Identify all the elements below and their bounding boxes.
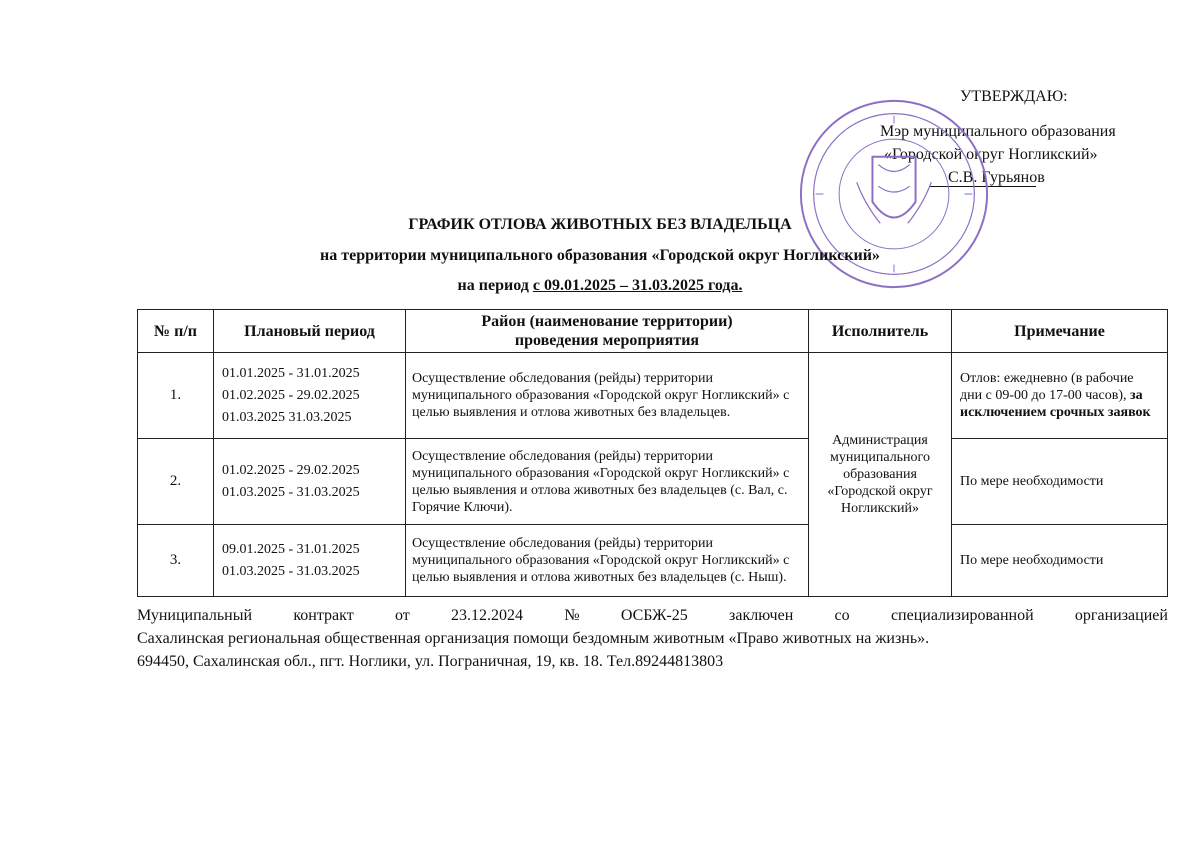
approval-position-line2: «Городской округ Ногликский»	[884, 146, 1098, 163]
row-district: Осуществление обследования (рейды) территории муниципального образования «Городской округ Ногликский» с целью выявления и отлова животных без владельцев.	[406, 353, 809, 439]
period-item: 01.02.2025 - 29.02.2025	[222, 462, 360, 478]
period-item: 01.03.2025 - 31.03.2025	[222, 563, 360, 579]
footer-word: заключен	[729, 607, 794, 624]
row-periods	[214, 353, 406, 439]
note-bold-text: за исключением срочных заявок	[960, 388, 1151, 420]
header-executor: Исполнитель	[809, 310, 952, 353]
executor-line: «Городской округ	[827, 484, 933, 499]
footer-line3: 694450, Сахалинская обл., пгт. Ноглики, ул. Пограничная, 19, кв. 18. Тел.89244813803	[137, 653, 724, 670]
table-row	[138, 353, 1168, 439]
note-text: По мере необходимости	[960, 553, 1104, 568]
header-district-line1: Район (наименование территории)	[481, 313, 733, 330]
schedule-table	[137, 309, 1168, 597]
row-district: Осуществление обследования (рейды) территории муниципального образования «Городской округ Ногликский» с целью выявления и отлова животных без владельцев (с. Ныш).	[406, 525, 809, 597]
note-text: По мере необходимости	[960, 474, 1104, 489]
period-item: 01.01.2025 - 31.01.2025	[222, 365, 360, 381]
period-item: 09.01.2025 - 31.01.2025	[222, 541, 360, 557]
row-periods	[214, 439, 406, 525]
executor-line: муниципального	[830, 450, 930, 465]
contract-footer	[137, 604, 1168, 673]
approval-signatory: С.В. Гурьянов	[948, 169, 1045, 186]
executor-cell	[809, 353, 952, 597]
approval-position-line1: Мэр муниципального образования	[880, 123, 1116, 140]
footer-word: со	[834, 607, 850, 624]
row-note	[952, 353, 1168, 439]
header-note: Примечание	[952, 310, 1168, 353]
table-row	[138, 439, 1168, 525]
table-header-row	[138, 310, 1168, 353]
row-note	[952, 525, 1168, 597]
footer-word: от	[394, 607, 410, 624]
footer-word: организацией	[1074, 607, 1168, 624]
footer-word: Муниципальный	[137, 607, 253, 624]
footer-line2: Сахалинская региональная общественная организация помощи бездомным животным «Право животных на жизнь».	[137, 630, 930, 647]
footer-word: 23.12.2024	[451, 607, 524, 624]
header-num: № п/п	[138, 310, 214, 353]
period-range: с 09.01.2025 – 31.03.2025 года.	[532, 277, 743, 294]
row-periods	[214, 525, 406, 597]
row-num: 2.	[138, 439, 214, 525]
footer-word: ОСБЖ-25	[620, 607, 688, 624]
executor-line: образования	[843, 467, 917, 482]
header-district	[406, 310, 809, 353]
document-title: ГРАФИК ОТЛОВА ЖИВОТНЫХ БЕЗ ВЛАДЕЛЬЦА	[408, 216, 792, 233]
row-num: 1.	[138, 353, 214, 439]
header-district-line2: проведения мероприятия	[514, 332, 700, 349]
period-item: 01.03.2025 31.03.2025	[222, 409, 352, 425]
executor-line: Ногликский»	[840, 501, 920, 516]
note-text: Отлов: ежедневно (в рабочие дни с 09-00 до 17-00 часов),	[960, 371, 1134, 403]
period-item: 01.02.2025 - 29.02.2025	[222, 387, 360, 403]
document-subtitle: на территории муниципального образования «Городской округ Ногликский»	[320, 247, 880, 264]
footer-line1	[137, 604, 1168, 627]
approval-title: УТВЕРЖДАЮ:	[960, 88, 1068, 105]
row-num: 3.	[138, 525, 214, 597]
period-prefix: на период	[457, 277, 533, 294]
footer-word: специализированной	[890, 607, 1034, 624]
period-item: 01.03.2025 - 31.03.2025	[222, 484, 360, 500]
row-district: Осуществление обследования (рейды) территории муниципального образования «Городской округ Ногликский» с целью выявления и отлова животных без владельцев (с. Вал, с. Горячие Ключи).	[406, 439, 809, 525]
executor-line: Администрация	[832, 433, 928, 448]
footer-word: контракт	[293, 607, 354, 624]
footer-word: №	[564, 607, 580, 624]
document-period	[0, 275, 1200, 296]
header-period: Плановый период	[214, 310, 406, 353]
row-note	[952, 439, 1168, 525]
table-row	[138, 525, 1168, 597]
